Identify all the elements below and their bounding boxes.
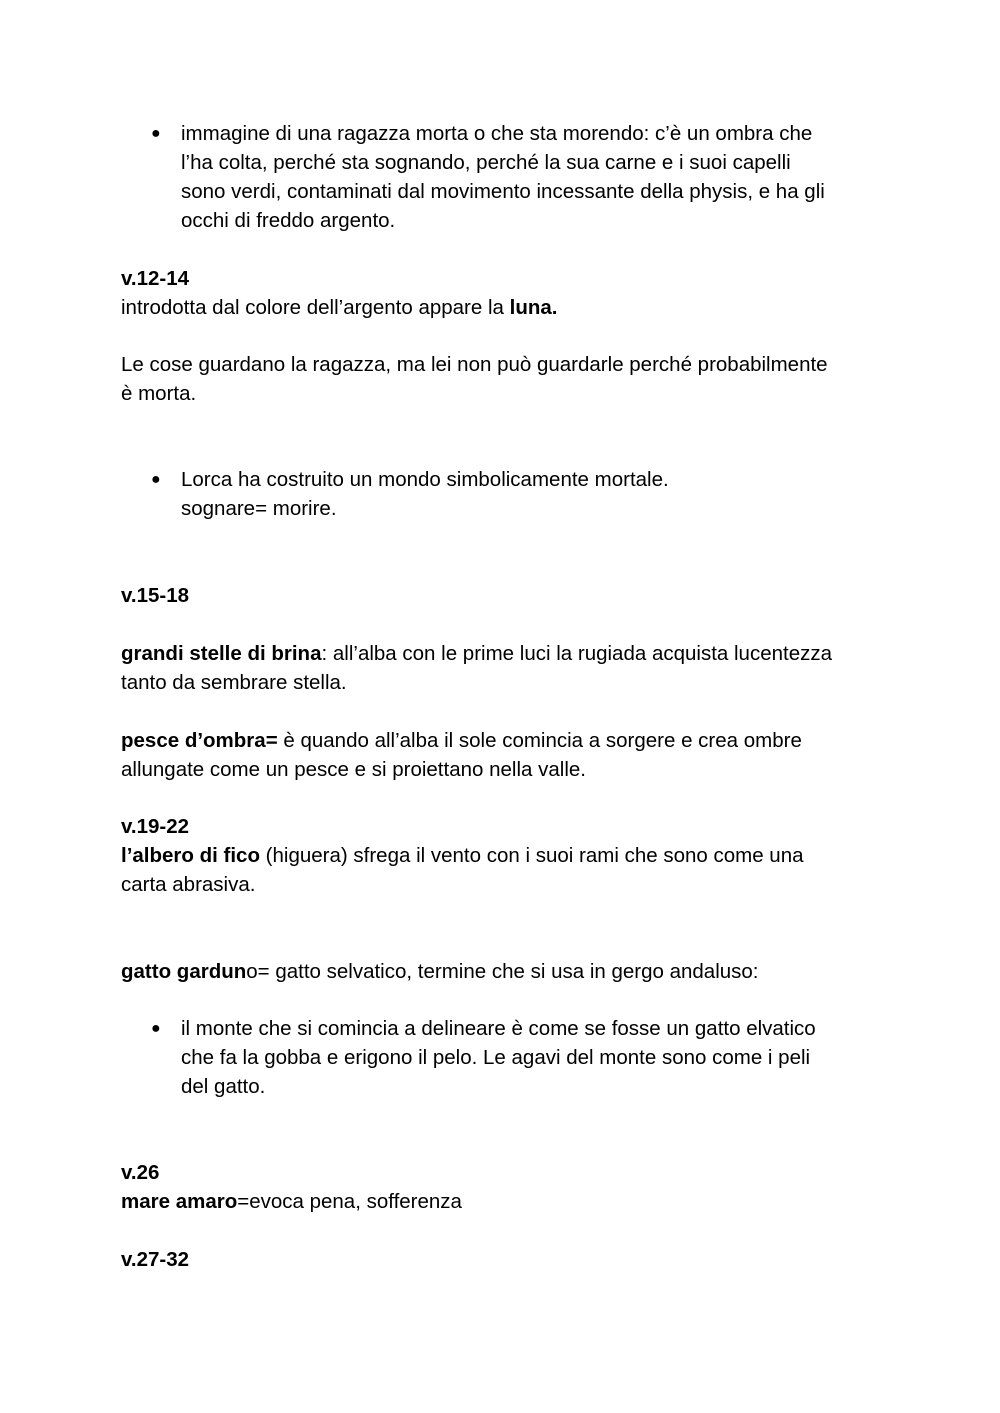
bullet-text-line: occhi di freddo argento. [181,209,396,232]
paragraph-line: gatto garduno= gatto selvatico, termine che si usa in gergo andaluso: [121,960,759,983]
paragraph-line: introdotta dal colore dell’argento appare la luna. [121,296,558,319]
bullet-text-line: del gatto. [181,1075,266,1098]
paragraph-line: tanto da sembrare stella. [121,671,347,694]
section-heading: v.12-14 [121,267,190,290]
section-heading: v.27-32 [121,1248,190,1271]
paragraph-line: carta abrasiva. [121,873,256,896]
paragraph-line: l’albero di fico (higuera) sfrega il vento con i suoi rami che sono come una [121,844,804,867]
bullet-text-line: sono verdi, contaminati dal movimento incessante della physis, e ha gli [181,180,825,203]
bullet-text-line: Lorca ha costruito un mondo simbolicamente mortale. [181,468,669,491]
paragraph-line: è morta. [121,382,197,405]
bullet-text-line: sognare= morire. [181,497,337,520]
section-heading: v.26 [121,1161,160,1184]
bullet-icon: ● [151,471,161,488]
bullet-text-line: che fa la gobba e erigono il pelo. Le agavi del monte sono come i peli [181,1046,811,1069]
paragraph-line: grandi stelle di brina: all’alba con le prime luci la rugiada acquista lucentezza [121,642,833,665]
paragraph-line: mare amaro=evoca pena, sofferenza [121,1190,462,1213]
bullet-text-line: immagine di una ragazza morta o che sta morendo: c’è un ombra che [181,122,813,145]
bullet-icon: ● [151,125,161,142]
paragraph-line: pesce d’ombra= è quando all’alba il sole comincia a sorgere e crea ombre [121,729,802,752]
bullet-text-line: il monte che si comincia a delineare è come se fosse un gatto elvatico [181,1017,816,1040]
paragraph-line: Le cose guardano la ragazza, ma lei non può guardarle perché probabilmente [121,353,828,376]
section-heading: v.19-22 [121,815,190,838]
bullet-icon: ● [151,1020,161,1037]
bullet-text-line: l’ha colta, perché sta sognando, perché la sua carne e i suoi capelli [181,151,791,174]
paragraph-line: allungate come un pesce e si proiettano nella valle. [121,758,586,781]
section-heading: v.15-18 [121,584,190,607]
